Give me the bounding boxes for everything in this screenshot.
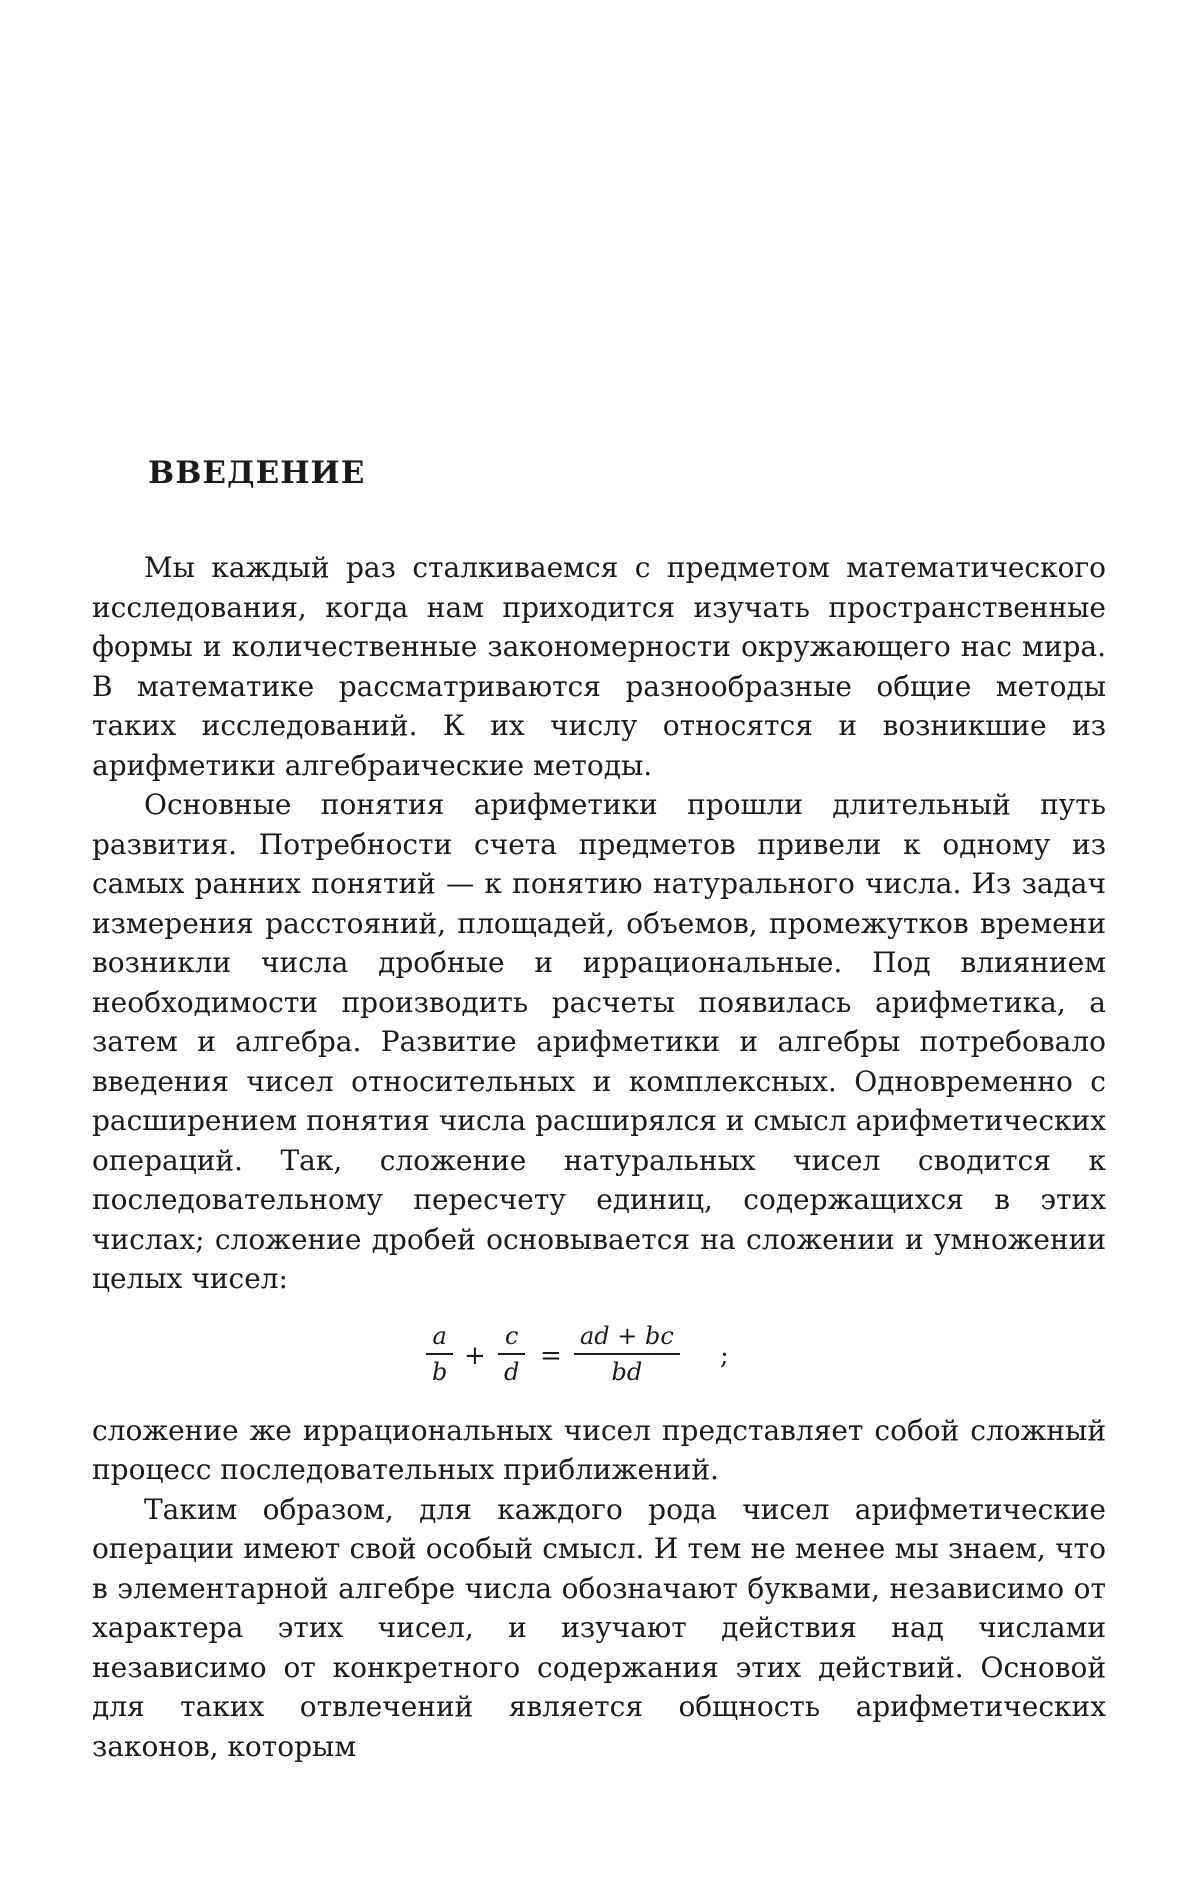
fraction-numerator: c xyxy=(504,1321,519,1350)
page-content xyxy=(92,455,1106,1766)
fraction-a-over-b xyxy=(426,1321,453,1387)
fraction-bar xyxy=(426,1353,453,1355)
chapter-heading: ВВЕДЕНИЕ xyxy=(148,455,366,491)
equals-sign: = xyxy=(540,1340,562,1371)
fraction-denominator: bd xyxy=(611,1357,643,1386)
paragraph-after-formula: сложение же иррациональных чисел представляет собой сложный процесс последовательных приближений. xyxy=(92,1413,1106,1486)
fraction-bar xyxy=(498,1353,525,1355)
plus-sign: + xyxy=(464,1340,486,1371)
fraction-denominator: b xyxy=(432,1357,448,1386)
fraction-result xyxy=(574,1321,680,1387)
paragraph-3: Таким образом, для каждого рода чисел арифметические операции имеют свой особый смысл. И тем не менее мы знаем, что в элементарной алгебре числа обозначают буквами, независимо от характера этих чисел, и изучают действия над числами независимо от конкретного содержания этих действий. Основой для таких отвлечений является общность арифметических законов, которым xyxy=(92,1492,1106,1763)
paragraph-1: Мы каждый раз сталкиваемся с предметом математического исследования, когда нам приходится изучать пространственные формы и количественные закономерности окружающего нас мира. В математике рассматриваются разнообразные общие методы таких исследований. К их числу относятся и возникшие из арифметики алгебраические методы. xyxy=(92,551,1106,782)
paragraph-2: Основные понятия арифметики прошли длительный путь развития. Потребности счета предметов привели к одному из самых ранних понятий — к понятию натурального числа. Из задач измерения расстояний, площадей, объемов, промежутков времени возникли числа дробные и иррациональные. Под влиянием необходимости производить расчеты появилась арифметика, а затем и алгебра. Развитие арифметики и алгебры потребовало введения чисел относительных и комплексных. Одновременно с расширением понятия числа расширялся и смысл арифметических операций. Так, сложение натуральных чисел сводится к последовательному пересчету единиц, содержащихся в этих числах; сложение дробей основывается на сложении и умножении целых чисел: xyxy=(92,788,1106,1295)
fraction-c-over-d xyxy=(498,1321,525,1387)
fraction-addition-formula xyxy=(92,1309,1106,1411)
fraction-numerator: a xyxy=(432,1321,447,1350)
fraction-denominator: d xyxy=(504,1357,520,1386)
semicolon: ; xyxy=(720,1340,729,1371)
fraction-bar xyxy=(574,1353,680,1355)
fraction-numerator: ad + bc xyxy=(580,1321,674,1350)
